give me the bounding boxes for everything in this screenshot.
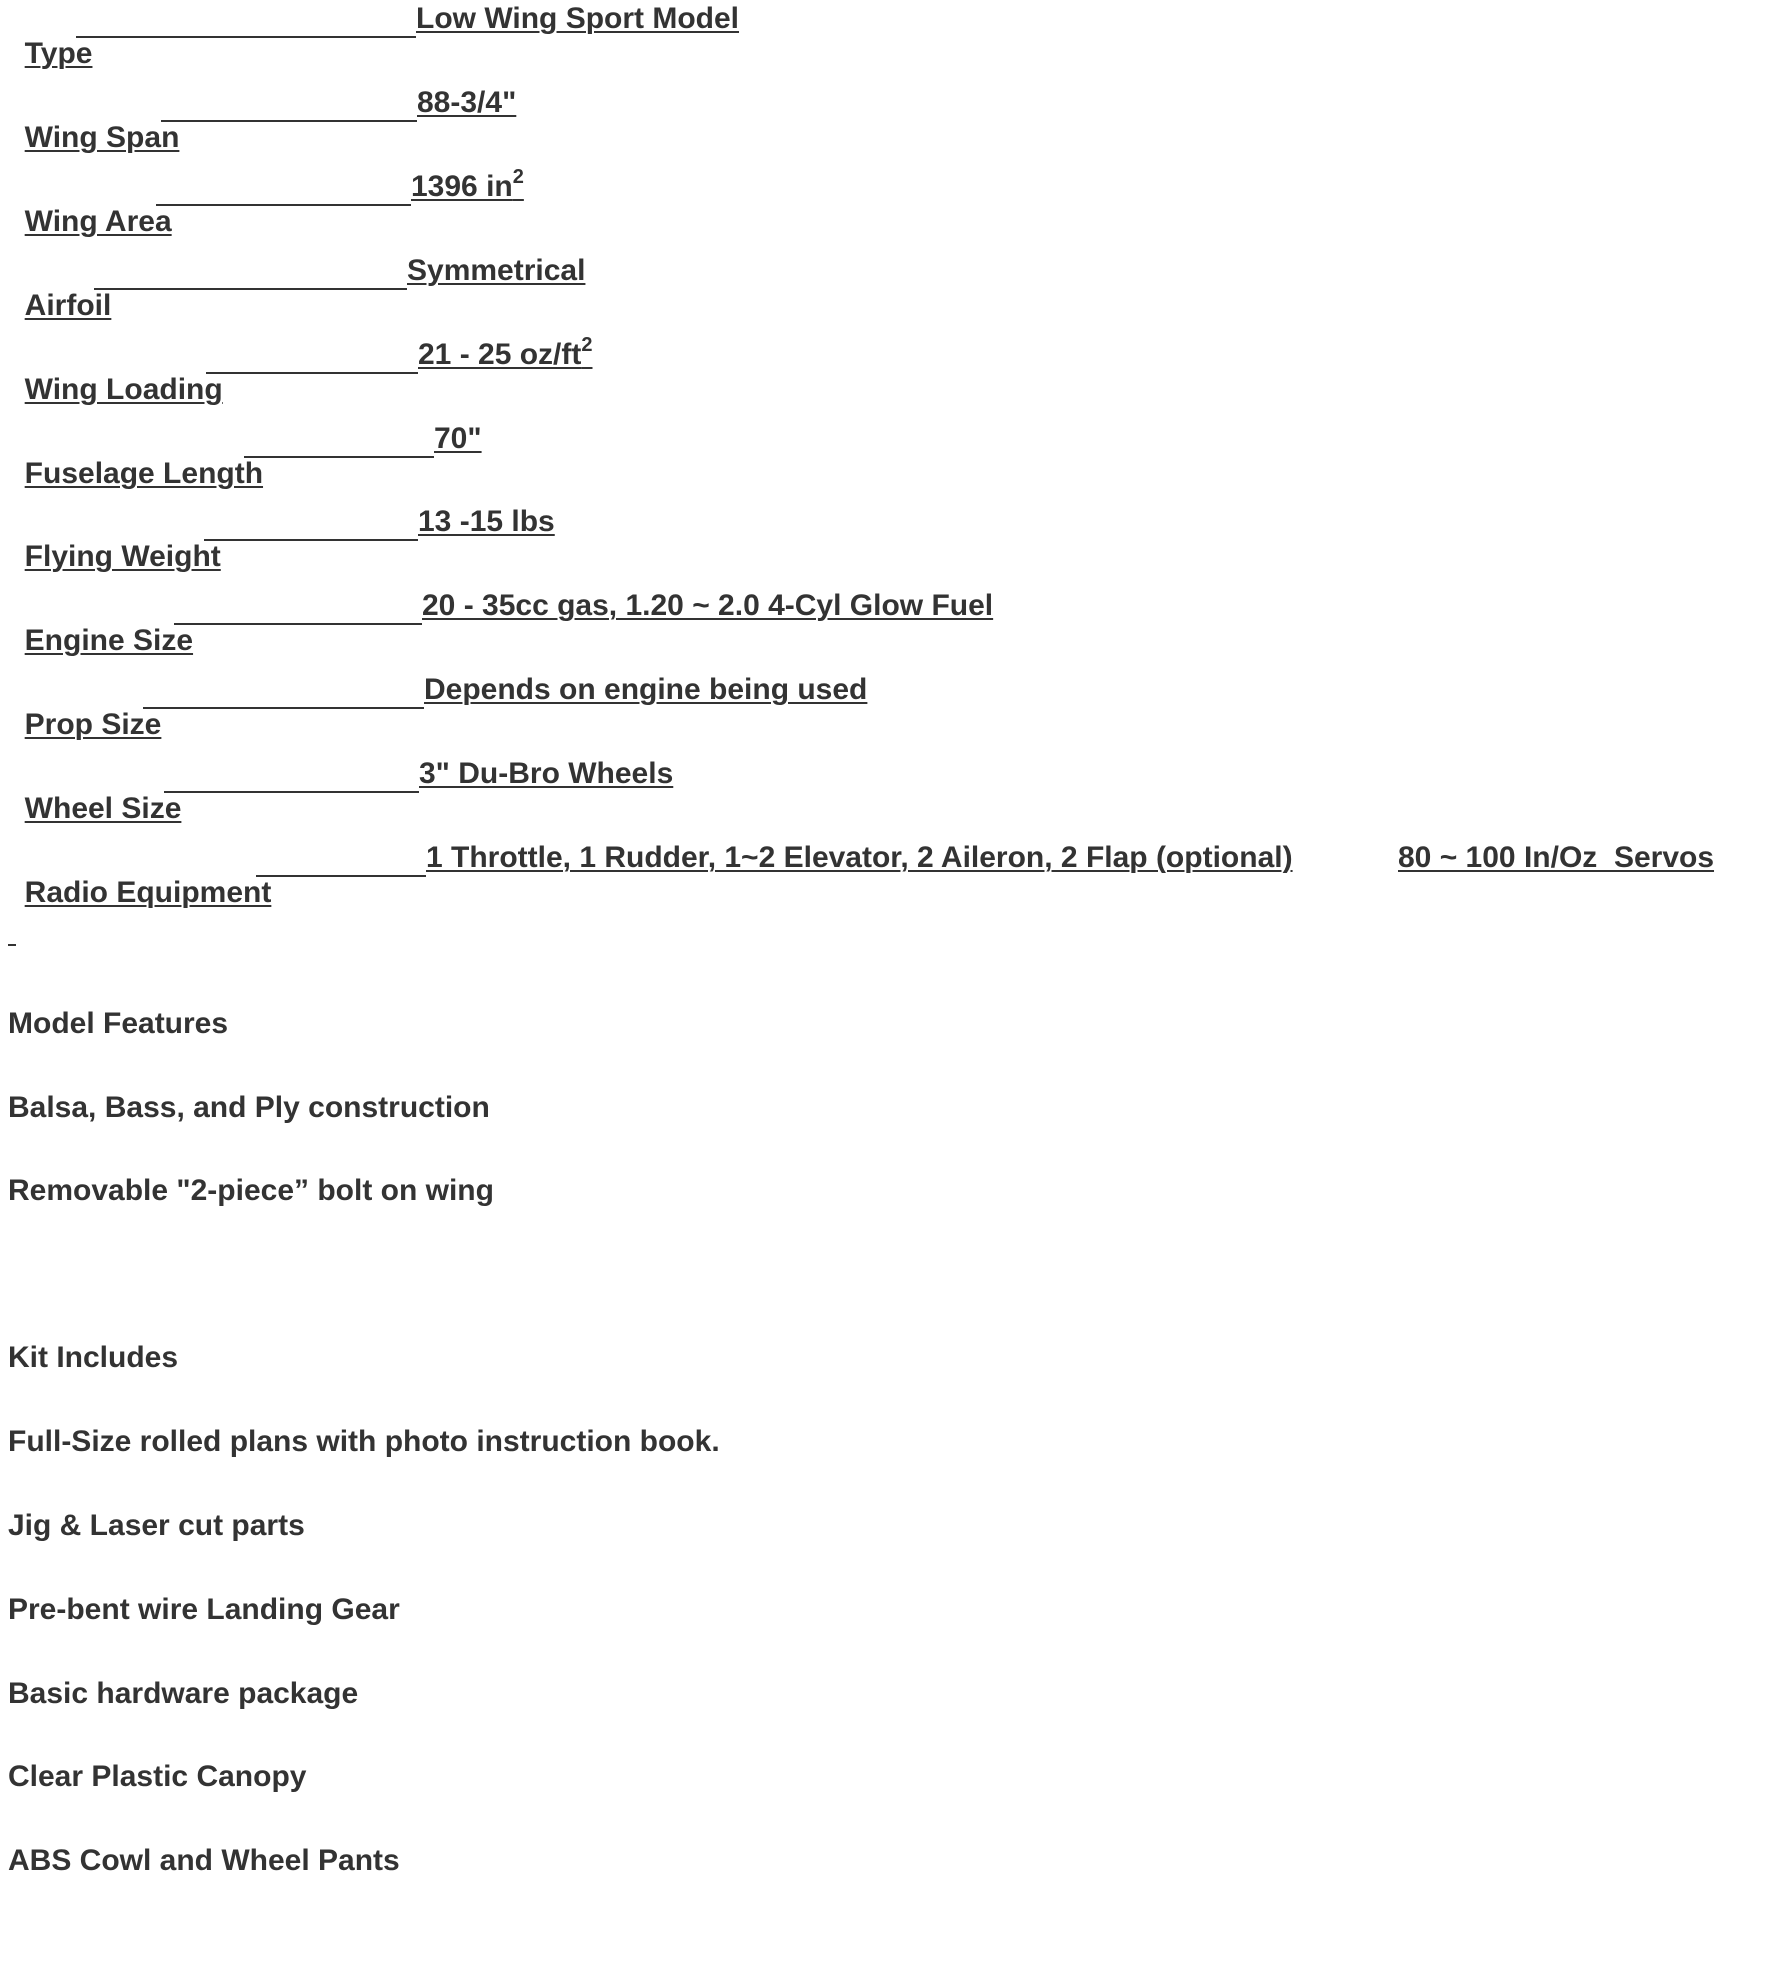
- spec-underline-filler: [256, 841, 426, 877]
- kit-item: Pre-bent wire Landing Gear: [8, 1593, 400, 1626]
- spec-value-extra: 80 ~ 100 In/Oz Servos: [1398, 841, 1715, 874]
- spec-label: Wing Loading: [24, 372, 223, 406]
- spec-row-radio-equipment: [8, 841, 1715, 1014]
- spec-label: Fuselage Length: [24, 456, 264, 490]
- spec-underline-filler: [204, 505, 418, 541]
- spec-label: Wing Area: [24, 204, 172, 238]
- spec-underline-filler: [174, 589, 422, 625]
- spec-label: Wheel Size: [24, 791, 182, 825]
- spec-value: 70": [434, 422, 482, 455]
- spec-underline-filler: [161, 86, 417, 122]
- spec-label: Engine Size: [24, 623, 194, 657]
- spec-underline-filler: [94, 254, 407, 290]
- spec-label: Type: [24, 36, 93, 70]
- spec-label: Prop Size: [24, 707, 162, 741]
- spec-label: Wing Span: [24, 120, 180, 154]
- kit-includes-heading: Kit Includes: [8, 1341, 179, 1374]
- kit-item: Jig & Laser cut parts: [8, 1509, 305, 1542]
- spec-underline-filler: [76, 2, 416, 38]
- spec-underline-filler: [206, 338, 418, 374]
- spec-underline-filler: [164, 757, 419, 793]
- kit-item: Clear Plastic Canopy: [8, 1760, 307, 1793]
- spec-value-text: 1396 in: [411, 170, 513, 203]
- spec-value: [411, 166, 524, 205]
- spec-value: 20 - 35cc gas, 1.20 ~ 2.0 4-Cyl Glow Fuel: [422, 589, 994, 622]
- feature-item: Removable "2-piece” bolt on wing: [8, 1174, 494, 1207]
- spec-value: 13 -15 lbs: [418, 505, 555, 538]
- spec-label: Flying Weight: [24, 539, 221, 573]
- kit-item: Basic hardware package: [8, 1677, 359, 1710]
- separator-dash: [8, 944, 16, 946]
- spec-value-text: 21 - 25 oz/ft: [418, 338, 582, 371]
- kit-item: ABS Cowl and Wheel Pants: [8, 1844, 400, 1877]
- spec-label: Airfoil: [24, 288, 112, 322]
- spec-value: [418, 334, 593, 373]
- spec-value: Symmetrical: [407, 254, 586, 287]
- spec-value: 3" Du-Bro Wheels: [419, 757, 674, 790]
- spec-underline-filler: [156, 170, 411, 206]
- spec-underline-filler: [143, 673, 424, 709]
- spec-value: Depends on engine being used: [424, 673, 868, 706]
- spec-value: 88-3/4": [417, 86, 517, 119]
- spec-value: 1 Throttle, 1 Rudder, 1~2 Elevator, 2 Aileron, 2 Flap (optional): [426, 841, 1293, 874]
- model-features-heading: Model Features: [8, 1007, 229, 1040]
- spec-value: Low Wing Sport Model: [416, 2, 740, 35]
- spec-underline-filler: [244, 422, 434, 458]
- spec-label: Radio Equipment: [24, 875, 272, 909]
- superscript: 2: [581, 334, 593, 356]
- feature-item: Balsa, Bass, and Ply construction: [8, 1091, 490, 1124]
- kit-item: Full-Size rolled plans with photo instruction book.: [8, 1425, 720, 1458]
- superscript: 2: [512, 166, 524, 188]
